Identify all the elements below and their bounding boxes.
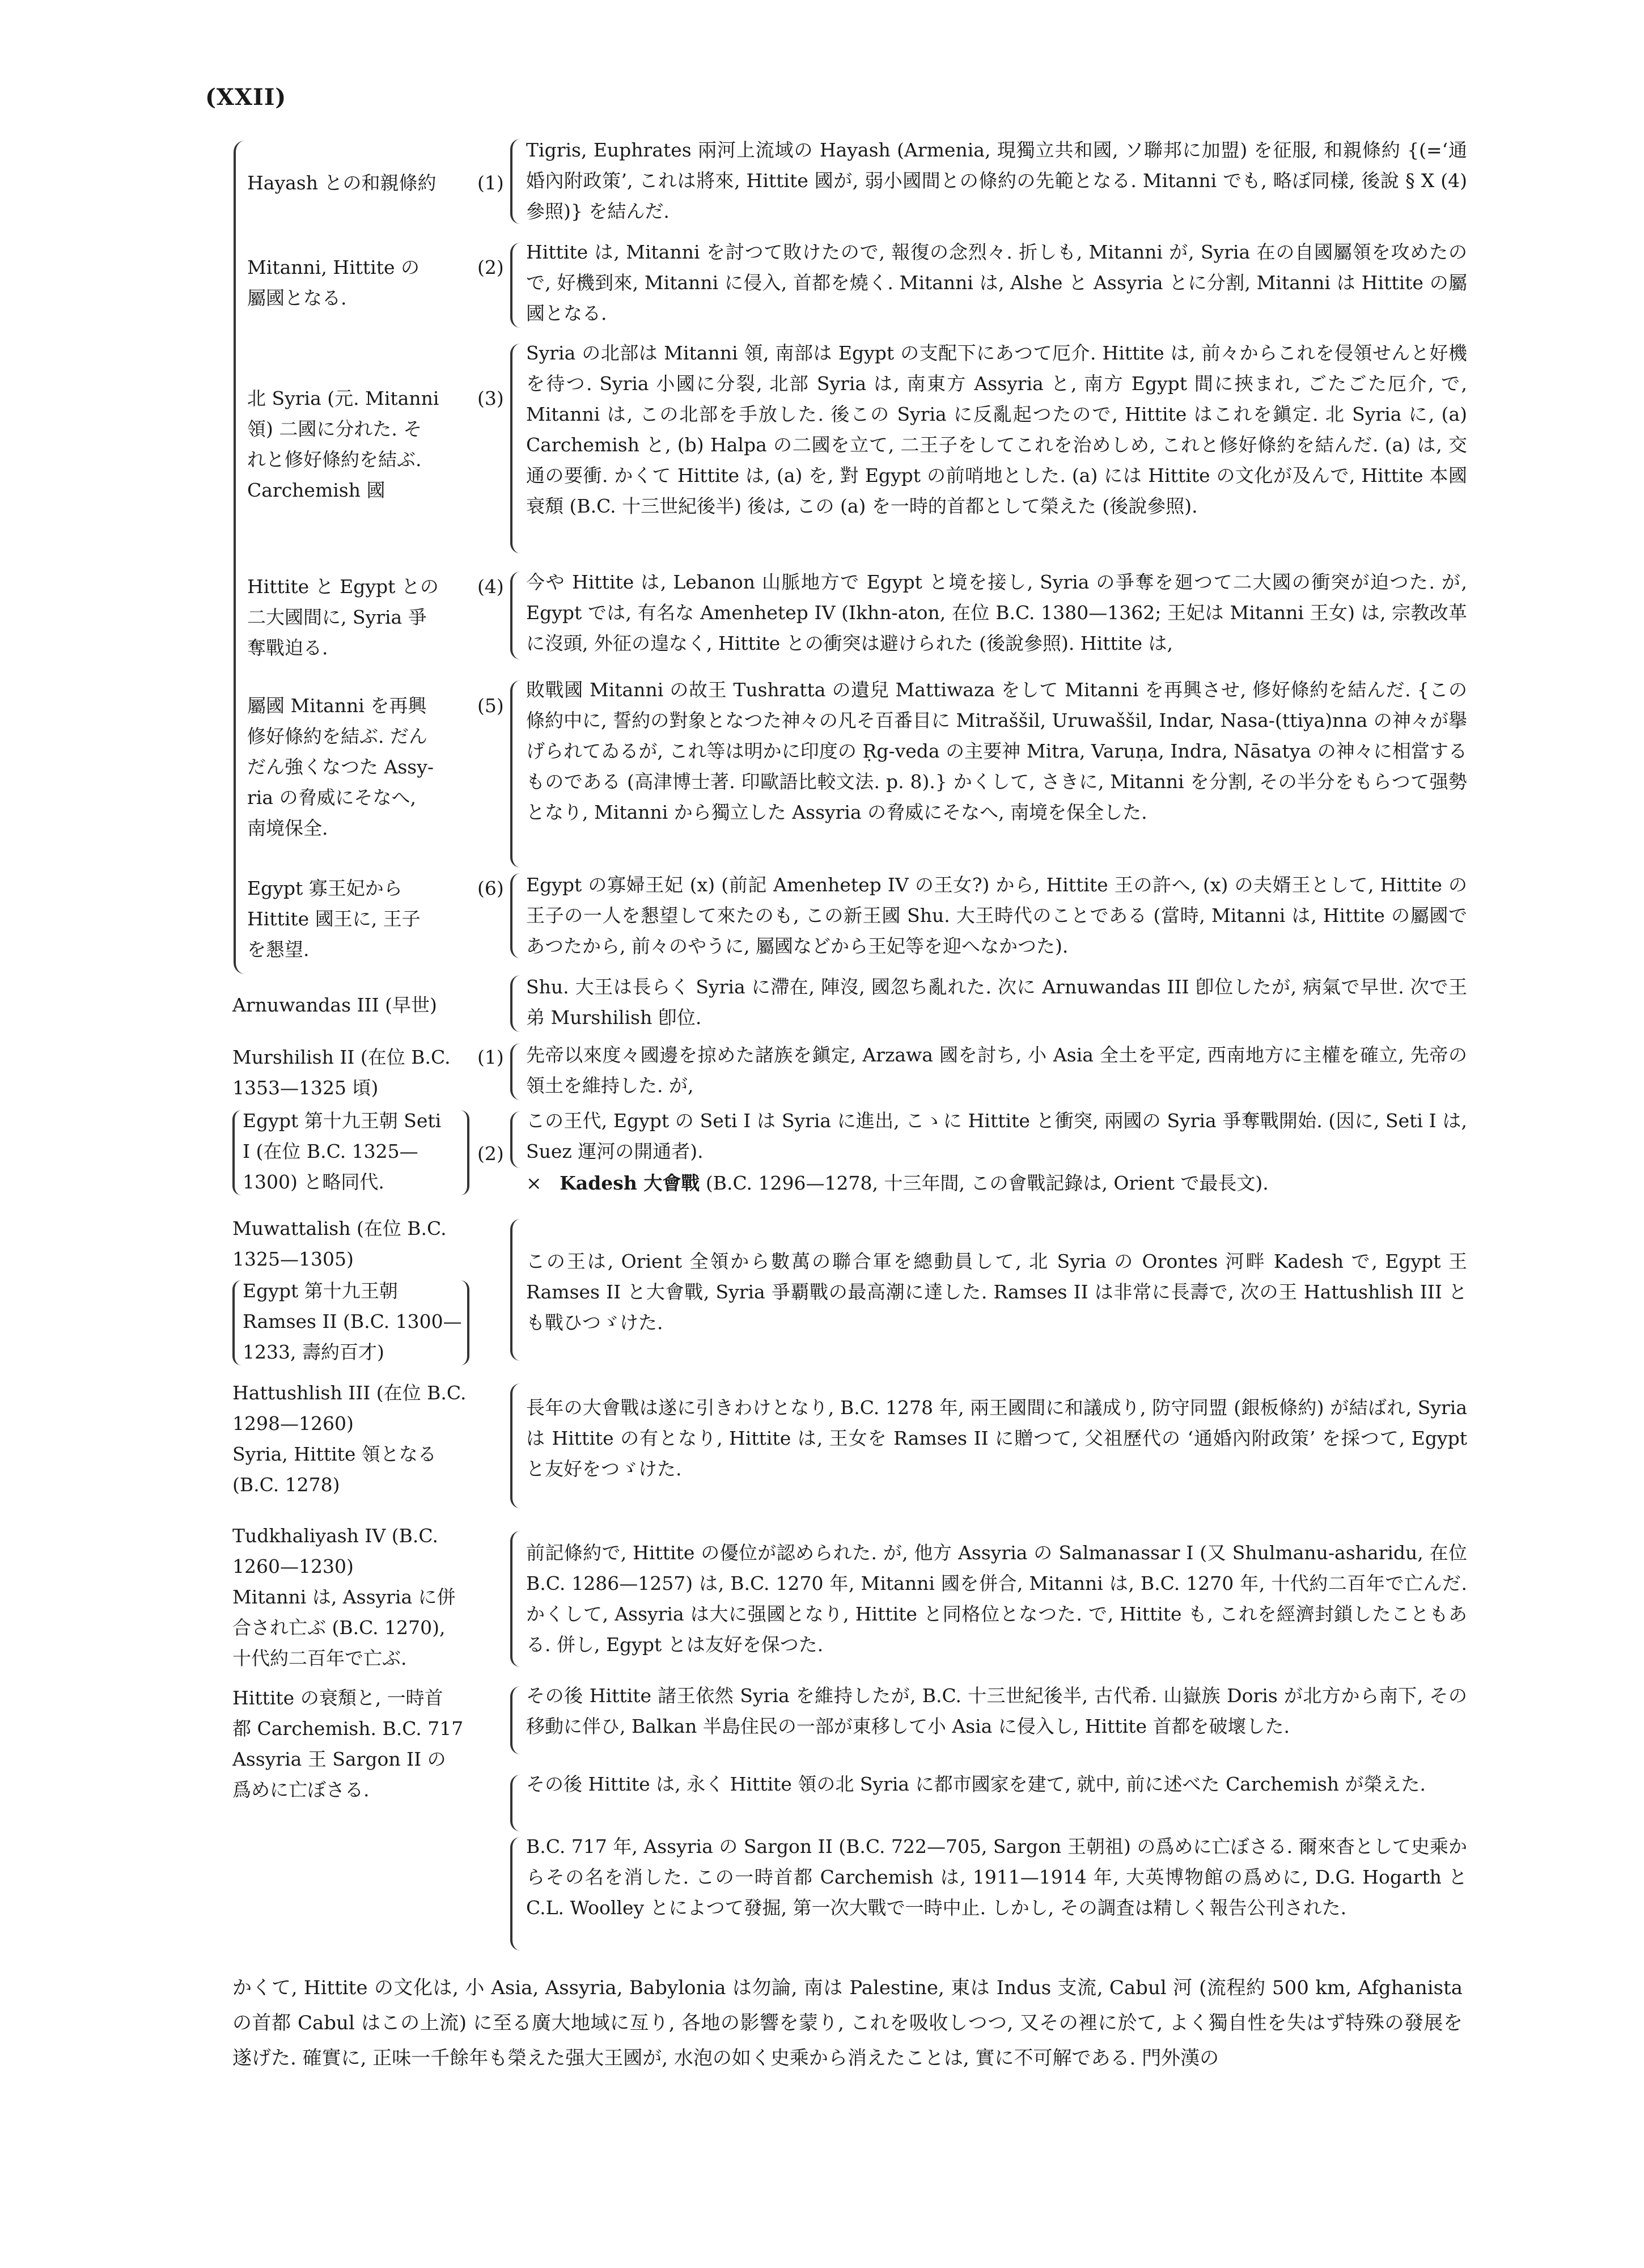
section-number: (2) (477, 1143, 504, 1165)
section-number: (1) (477, 1046, 504, 1068)
right-brace (460, 1110, 469, 1195)
section-brace (510, 344, 520, 553)
section-label: Hattushlish III (在位 B.C. 1298—1260) Syria, Hittite 領となる (B.C. 1278) (232, 1382, 467, 1496)
section-text-3: B.C. 717 年, Assyria の Sargon II (B.C. 722—705, Sargon 王朝祖) の爲めに亡ぼさる. 爾來杳として史乘からその名を消した. この一時首都 Carchemish は, 1911—1914 年, 大英博物館の爲めに, D.G. Hogarth と C.L. Woolley とによつて發掘, 第一次大戰で一時中止. しかし, その調査は精しく報告公刊された. (526, 1835, 1467, 1919)
section-number: (2) (477, 256, 504, 278)
note-prefix: × (526, 1172, 542, 1194)
section-label: 北 Syria (元. Mitanni 領) 二國に分れた. そ れと修好條約を結ぶ. Carchemish 國 (247, 387, 439, 501)
section-text: Syria の北部は Mitanni 領, 南部は Egypt の支配下にあつて厄介. Hittite は, 前々からこれを侵領せんと好機を待つ. Syria 小國に分裂, 北部 Syria は, 南東方 Assyria と, 南方 Egypt 間に挾まれ, ごたごた厄介, で, Mitanni は, この北部を手放した. 後この Syria に反亂起つたので, Hittite はこれを鎭定. 北 Syria に, (a) Carchemish と, (b) Halpa の二國を立て, 二王子をしてこれを治めしめ, これと修好條約を結んだ. (a) は, 交通の要衝. かくて Hittite は, (a) を, 對 Egypt の前哨地とした. (a) には Hittite の文化が及んで, Hittite 本國衰頽 (B.C. 十三世紀後半) 後は, この (a) を一時的首都として榮えた (後說參照). (526, 342, 1467, 517)
section-brace (510, 1383, 520, 1508)
left-brace (232, 1280, 241, 1365)
section-brace (510, 1686, 520, 1754)
section-label: Hittite と Egypt との 二大國間に, Syria 爭 奪戰迫る. (247, 576, 439, 659)
section-text: Tigris, Euphrates 兩河上流域の Hayash (Armenia, 現獨立共和國, ソ聯邦に加盟) を征服, 和親條約 {(=‘通婚內附政策’, これは將來, Hittite 國が, 弱小國間との條約の先範となる. Mitanni でも, 略ぼ同樣, 後說 § X (4) 參照)} を結んだ. (526, 139, 1467, 222)
section-number: (6) (477, 877, 504, 899)
section-label: Mitanni, Hittite の 屬國となる. (247, 256, 420, 309)
section-label-2: Egypt 第十九王朝 Ramses II (B.C. 1300— 1233, 壽約百才) (243, 1280, 462, 1363)
section-label: Egypt 寡王妃から Hittite 國王に, 王子 を懇望. (247, 877, 421, 960)
note-rest: (B.C. 1296—1278, 十三年間, この會戰記錄は, Orient で最長文). (705, 1172, 1269, 1194)
section-brace (510, 873, 520, 958)
section-text: Egypt の寡婦王妃 (x) (前記 Amenhetep IV の王女?) から, Hittite 王の許へ, (x) の夫婿王として, Hittite の王子の一人を懇望して來たのも, この新王國 Shu. 大王時代のことである (當時, Mitanni は, Hittite の屬國であつたから, 前々のやうに, 屬國などから王妃等を迎へなかつた). (526, 874, 1467, 957)
page-number: (XXII) (205, 84, 287, 111)
section-number: (1) (477, 172, 504, 194)
section-label: Hittite の衰頽と, 一時首 都 Carchemish. B.C. 717 Assyria 王 Sargon II の 爲めに亡ぼさる. (232, 1687, 464, 1801)
section-label: Arnuwandas III (早世) (232, 994, 437, 1016)
section-text: この王は, Orient 全領から數萬の聯合軍を總動員して, 北 Syria の Orontes 河畔 Kadesh で, Egypt 王 Ramses II と大會戰, Syria 爭覇戰の最高潮に達した. Ramses II は非常に長壽で, 次の王 Hattushlish III とも戰ひつゞけた. (526, 1250, 1467, 1334)
section-brace (510, 680, 520, 868)
outer-bracket (234, 141, 248, 974)
section-label: Hayash との和親條約 (247, 172, 437, 194)
section-text: その後 Hittite 諸王依然 Syria を維持したが, B.C. 十三世紀後半, 古代希. 山嶽族 Doris が北方から南下, その移動に伴ひ, Balkan 半島住民の一部が東移して小 Asia に侵入し, Hittite 首都を破壞した. (526, 1685, 1467, 1737)
section-label: Murshilish II (在位 B.C. 1353—1325 頃) (232, 1046, 451, 1099)
section-label: 屬國 Mitanni を再興 修好條約を結ぶ. だん だん強くなつた Assy- ria の脅威にそなへ, 南境保全. (247, 695, 434, 839)
section-brace (510, 139, 520, 224)
section-number: (3) (477, 387, 504, 409)
section-text: 敗戰國 Mitanni の故王 Tushratta の遺兒 Mattiwaza をして Mitanni を再興させ, 修好條約を結んだ. {この條約中に, 誓約の對象となつた神々の凡そ百番目に Mitraššil, Uruwaššil, Indar, Nasa-(ttiya)nna の神々が擧げられてゐるが, これ等は明かに印度の Ṛg-veda の主要神 Mitra, Varuṇa, Indra, Nāsatya の神々に相當するものである (高津博士著. 印歐語比較文法. p. 8).} かくして, さきに, Mitanni を分割, その半分をもらつて强勢となり, Mitanni から獨立した Assyria の脅威にそなへ, 南境を保全した. (526, 679, 1467, 823)
section-brace-2 (510, 1775, 520, 1831)
section-brace (510, 572, 520, 659)
section-brace (510, 1219, 520, 1361)
section-label: Egypt 第十九王朝 Seti I (在位 B.C. 1325— 1300) と略同代. (243, 1110, 442, 1193)
section-label: Muwattalish (在位 B.C. 1325—1305) (232, 1217, 447, 1270)
section-text: 今や Hittite は, Lebanon 山脈地方で Egypt と境を接し, Syria の爭奪を廻つて二大國の衝突が迫つた. が, Egypt では, 有名な Amenhetep IV (Ikhn-aton, 在位 B.C. 1380—1362; 王妃は Mitanni 王女) は, 宗教改革に沒頭, 外征の遑なく, Hittite との衝突は避けられた (後說參照). Hittite は, (526, 571, 1467, 654)
kadesh-note (526, 1168, 1467, 1199)
section-brace (510, 975, 520, 1032)
left-brace (232, 1110, 241, 1195)
section-text: この王代, Egypt の Seti I は Syria に進出, こゝに Hittite と衝突, 兩國の Syria 爭奪戰開始. (因に, Seti I は, Suez 運河の開通者). (526, 1110, 1468, 1162)
section-text: Shu. 大王は長らく Syria に滯在, 陣沒, 國忽ち亂れた. 次に Arnuwandas III 卽位したが, 病氣で早世. 次で王弟 Murshilish 卽位. (526, 976, 1467, 1029)
section-number: (5) (477, 695, 504, 717)
section-text: 先帝以來度々國邊を掠めた諸族を鎭定, Arzawa 國を討ち, 小 Asia 全土を平定, 西南地方に主權を確立, 先帝の領土を維持した. が, (526, 1044, 1467, 1097)
section-label: Tudkhaliyash IV (B.C. 1260—1230) Mitanni は, Assyria に併 合され亡ぶ (B.C. 1270), 十代約二百年で亡ぶ. (232, 1525, 456, 1669)
section-text: Hittite は, Mitanni を討つて敗けたので, 報復の念烈々. 折しも, Mitanni が, Syria 在の自國屬領を攻めたので, 好機到來, Mitanni に侵入, 首都を燒く. Mitanni は, Alshe と Assyria とに分割, Mitanni は Hittite の屬國となる. (526, 241, 1467, 324)
kadesh-title: Kadesh 大會戰 (560, 1172, 700, 1194)
section-brace (510, 1043, 520, 1100)
section-text-2: その後 Hittite は, 永く Hittite 領の北 Syria に都市國家を建て, 就中, 前に述べた Carchemish が榮えた. (526, 1773, 1426, 1795)
conclusion-paragraph: かくて, Hittite の文化は, 小 Asia, Assyria, Babylonia は勿論, 南は Palestine, 東は Indus 支流, Cabul 河 (流程約 500 km, Afghanista の首都 Cabul はこの上流) に至る廣大地域に亙り, 各地の影響を蒙り, これを吸收しつつ, 又その裡に於て, よく獨自性を失はず特殊の發展を遂げた. 確實に, 正味一千餘年も榮えた强大王國が, 水泡の如く史乘から消えたことは, 實に不可解である. 門外漢の (232, 1977, 1463, 2070)
right-brace (460, 1280, 469, 1365)
section-text: 長年の大會戰は遂に引きわけとなり, B.C. 1278 年, 兩王國間に和議成り, 防守同盟 (銀板條約) が結ばれ, Syria は Hittite の有となり, Hittite は, 王女を Ramses II に贈つて, 父祖歷代の ‘通婚內附政策’ を採つて, Egypt と友好をつゞけた. (526, 1397, 1467, 1480)
section-text: 前記條約で, Hittite の優位が認められた. が, 他方 Assyria の Salmanassar I (又 Shulmanu-asharidu, 在位 B.C. 1286—1257) は, B.C. 1270 年, Mitanni 國を併合, Mitanni は, B.C. 1270 年, 十代約二百年で亡んだ. かくして, Assyria は大に强國となり, Hittite と同格位となつた. で, Hittite も, これを經濟封鎖したこともある. 併し, Egypt とは友好を保つた. (526, 1542, 1467, 1656)
section-brace (510, 1111, 520, 1168)
section-brace-3 (510, 1837, 520, 1950)
section-brace (510, 243, 520, 328)
section-number: (4) (477, 576, 504, 598)
section-brace (510, 1531, 520, 1667)
